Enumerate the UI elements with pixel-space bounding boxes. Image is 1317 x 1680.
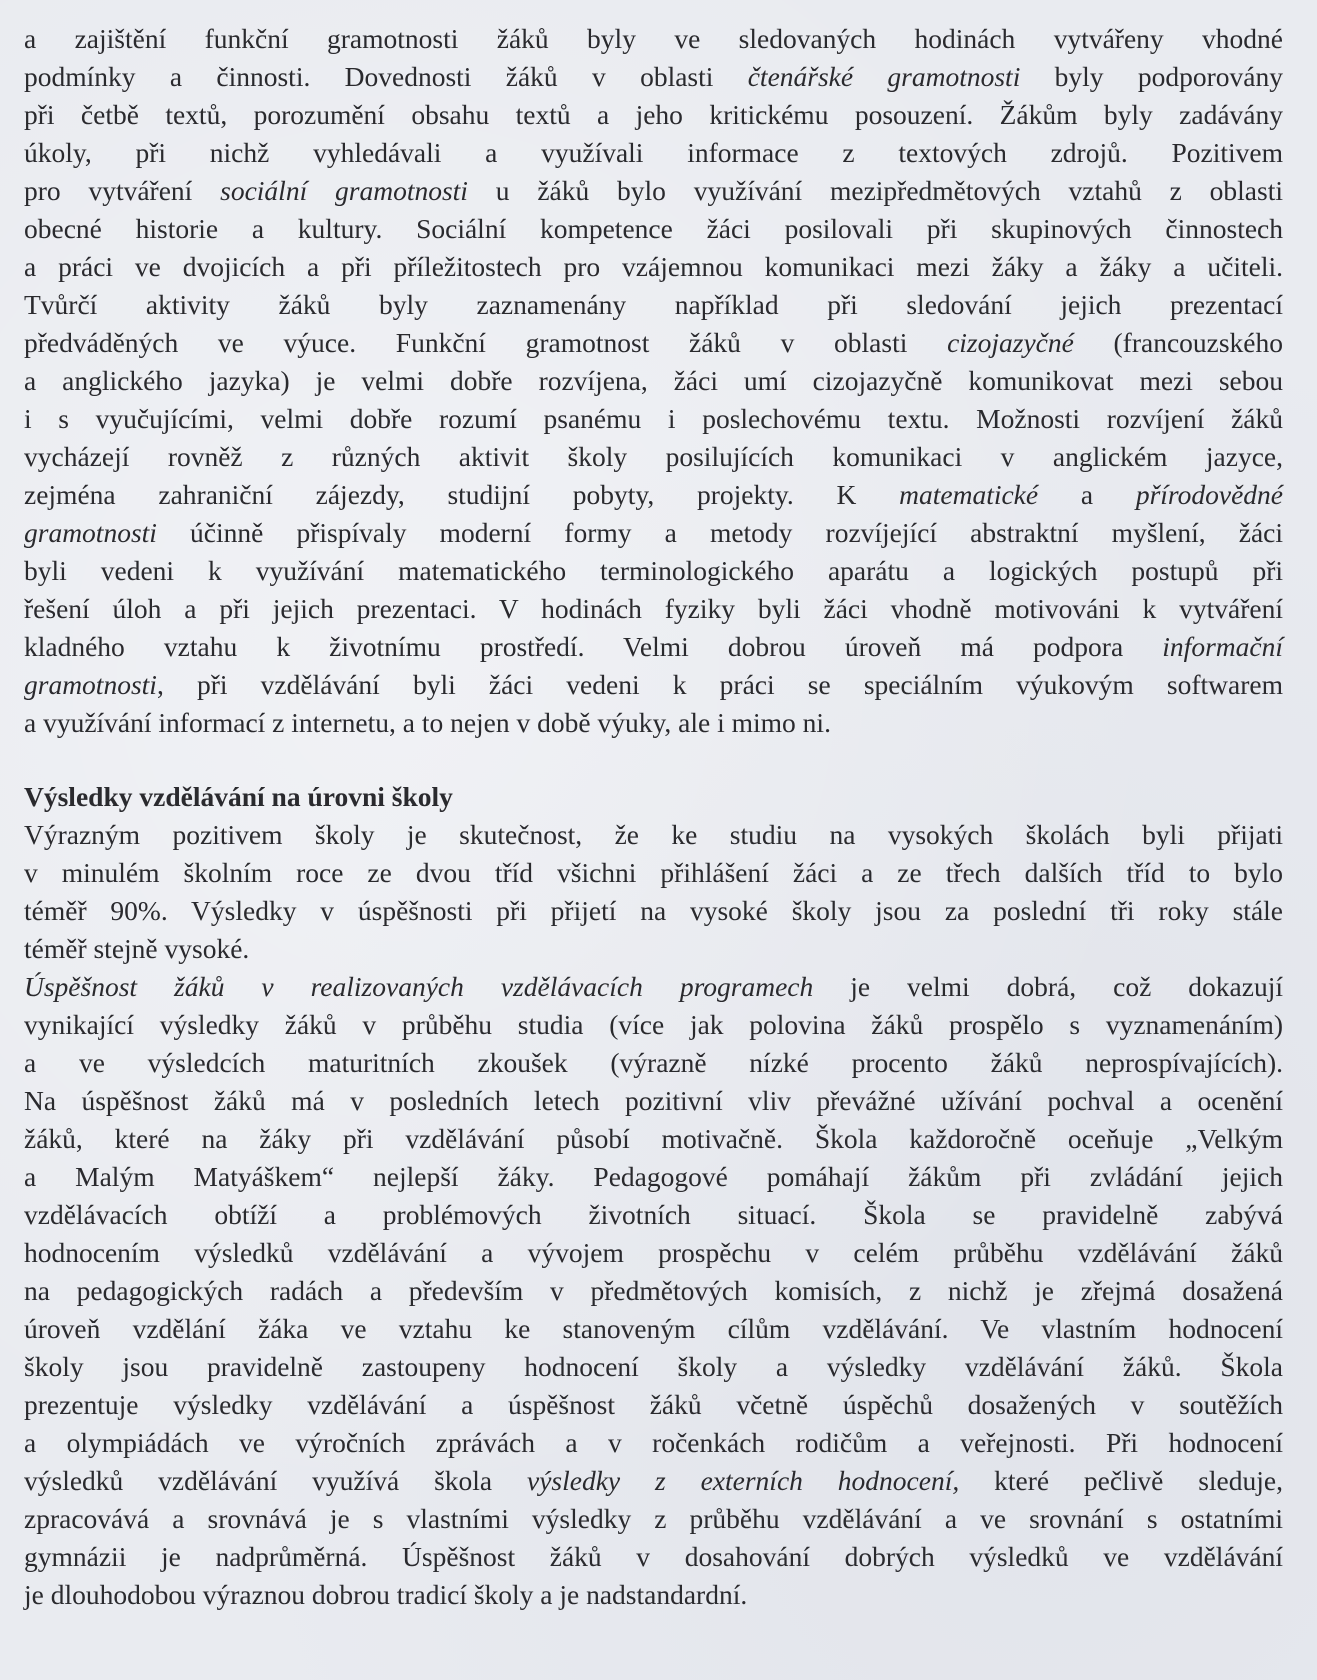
text-run: v minulém školním roce ze dvou tříd všichni přihlášení žáci a ze třech dalších tříd to bylo [24, 857, 1283, 888]
paragraph-university-admissions [24, 816, 1283, 968]
text-run: žáků, které na žáky při vzdělávání působí motivačně. Škola každoročně oceňuje „Velkým [24, 1123, 1283, 1154]
text-run: které pečlivě sleduje, [959, 1465, 1283, 1496]
text-run: zejména zahraniční zájezdy, studijní pobyty, projekty. K [24, 479, 900, 510]
text-line [24, 1082, 1283, 1120]
text-line [24, 514, 1283, 552]
text-line [24, 552, 1283, 590]
text-run: úkoly, při nichž vyhledávali a využívali informace z textových zdrojů. Pozitivem [24, 137, 1283, 168]
text-run: předváděných ve výuce. Funkční gramotnost žáků v oblasti [24, 327, 948, 358]
text-line [24, 1044, 1283, 1082]
text-line [24, 1462, 1283, 1500]
text-line [24, 1348, 1283, 1386]
text-line [24, 666, 1283, 704]
italic-term: přírodovědné [1135, 479, 1283, 510]
text-run: řešení úloh a při jejich prezentaci. V hodinách fyziky byli žáci vhodně motivováni k vytváření [24, 593, 1283, 624]
text-run: pro vytváření [24, 175, 221, 206]
italic-term: gramotnosti [24, 669, 157, 700]
text-line [24, 476, 1283, 514]
text-line [24, 590, 1283, 628]
italic-term: výsledky z externích hodnocení, [527, 1465, 960, 1496]
text-line [24, 210, 1283, 248]
italic-term: informační [1162, 631, 1283, 662]
text-run: zpracovává a srovnává je s vlastními výsledky z průběhu vzdělávání a ve srovnání s ostatními [24, 1503, 1283, 1534]
text-line [24, 816, 1283, 854]
text-line [24, 286, 1283, 324]
text-line [24, 930, 1283, 968]
italic-term: Úspěšnost žáků v realizovaných vzdělávacích programech [24, 971, 814, 1002]
text-line [24, 968, 1283, 1006]
text-line [24, 1120, 1283, 1158]
italic-term: sociální gramotnosti [220, 175, 468, 206]
text-run: prezentuje výsledky vzdělávání a úspěšnost žáků včetně úspěchů dosažených v soutěžích [24, 1389, 1283, 1420]
text-line [24, 1158, 1283, 1196]
text-run: účinně přispívaly moderní formy a metody rozvíjející abstraktní myšlení, žáci [156, 517, 1283, 548]
text-run: téměř stejně vysoké. [24, 933, 250, 964]
text-run: při četbě textů, porozumění obsahu textů a jeho kritickému posouzení. Žákům byly zadávány [24, 99, 1283, 130]
text-line [24, 1006, 1283, 1044]
text-line [24, 362, 1283, 400]
text-run: a využívání informací z internetu, a to nejen v době výuky, ale i mimo ni. [24, 707, 831, 738]
text-line [24, 324, 1283, 362]
text-run: a olympiádách ve výročních zprávách a v ročenkách rodičům a veřejnosti. Při hodnocení [24, 1427, 1283, 1458]
paragraph-literacy [24, 20, 1283, 742]
text-run: obecné historie a kultury. Sociální kompetence žáci posilovali při skupinových činnostech [24, 213, 1283, 244]
text-run: vycházejí rovněž z různých aktivit školy posilujících komunikaci v anglickém jazyce, [24, 441, 1283, 472]
text-line [24, 628, 1283, 666]
italic-term: čtenářské gramotnosti [747, 61, 1021, 92]
text-run: Tvůrčí aktivity žáků byly zaznamenány například při sledování jejich prezentací [24, 289, 1283, 320]
text-line [24, 96, 1283, 134]
text-run: školy jsou pravidelně zastoupeny hodnocení školy a výsledky vzdělávání žáků. Škola [24, 1351, 1283, 1382]
text-run: na pedagogických radách a především v předmětových komisích, z nichž je zřejmá dosažená [24, 1275, 1283, 1306]
text-line [24, 58, 1283, 96]
text-run: téměř 90%. Výsledky v úspěšnosti při přijetí na vysoké školy jsou za poslední tři roky stále [24, 895, 1283, 926]
text-line [24, 892, 1283, 930]
text-run: a práci ve dvojicích a při příležitostech pro vzájemnou komunikaci mezi žáky a žáky a učiteli. [24, 251, 1283, 282]
text-line [24, 20, 1283, 58]
text-run: u žáků bylo využívání mezipředmětových vztahů z oblasti [467, 175, 1283, 206]
text-line [24, 438, 1283, 476]
text-line [24, 704, 1283, 742]
italic-term: gramotnosti [24, 517, 157, 548]
italic-term: cizojazyčné [947, 327, 1074, 358]
text-run: a Malým Matyáškem“ nejlepší žáky. Pedagogové pomáhají žákům při zvládání jejich [24, 1161, 1283, 1192]
text-line [24, 1424, 1283, 1462]
text-line [24, 854, 1283, 892]
text-run: Výrazným pozitivem školy je skutečnost, že ke studiu na vysokých školách byli přijati [24, 819, 1283, 850]
text-run: (francouzského [1073, 327, 1284, 358]
text-run: kladného vztahu k životnímu prostředí. Velmi dobrou úroveň má podpora [24, 631, 1163, 662]
text-line [24, 172, 1283, 210]
paragraph-student-success [24, 968, 1283, 1614]
italic-term: matematické [899, 479, 1039, 510]
text-run: úroveň vzdělání žáka ve vztahu ke stanoveným cílům vzdělávání. Ve vlastním hodnocení [24, 1313, 1283, 1344]
text-run: vynikající výsledky žáků v průběhu studia (více jak polovina žáků prospělo s vyznamenáním) [24, 1009, 1283, 1040]
text-line [24, 1272, 1283, 1310]
text-run: výsledků vzdělávání využívá škola [24, 1465, 528, 1496]
text-run: hodnocením výsledků vzdělávání a vývojem prospěchu v celém průběhu vzdělávání žáků [24, 1237, 1283, 1268]
text-run: a [1038, 479, 1136, 510]
text-run: byli vedeni k využívání matematického terminologického aparátu a logických postupů při [24, 555, 1283, 586]
text-run: , při vzdělávání byli žáci vedeni k práci se speciálním výukovým softwarem [156, 669, 1283, 700]
text-run: a zajištění funkční gramotnosti žáků byly ve sledovaných hodinách vytvářeny vhodné [24, 23, 1283, 54]
text-run: a anglického jazyka) je velmi dobře rozvíjena, žáci umí cizojazyčně komunikovat mezi sebou [24, 365, 1283, 396]
text-run: podmínky a činnosti. Dovednosti žáků v oblasti [24, 61, 748, 92]
text-run: vzdělávacích obtíží a problémových životních situací. Škola se pravidelně zabývá [24, 1199, 1283, 1230]
text-run: byly podporovány [1020, 61, 1283, 92]
text-run: Na úspěšnost žáků má v posledních letech pozitivní vliv převážné užívání pochval a ocenění [24, 1085, 1283, 1116]
text-line [24, 1386, 1283, 1424]
text-run: je velmi dobrá, což dokazují [813, 971, 1283, 1002]
text-line [24, 1234, 1283, 1272]
text-line [24, 134, 1283, 172]
text-line [24, 1196, 1283, 1234]
text-line [24, 1310, 1283, 1348]
text-line [24, 248, 1283, 286]
section-heading: Výsledky vzdělávání na úrovni školy [24, 781, 453, 812]
text-run: a ve výsledcích maturitních zkoušek (výrazně nízké procento žáků neprospívajících). [24, 1047, 1283, 1078]
text-run: i s vyučujícími, velmi dobře rozumí psanému i poslechovému textu. Možnosti rozvíjení žáků [24, 403, 1283, 434]
text-line [24, 1538, 1283, 1576]
text-line [24, 1500, 1283, 1538]
document-page [24, 20, 1283, 1614]
paragraph-spacer [24, 742, 1283, 778]
text-run: je dlouhodobou výraznou dobrou tradicí školy a je nadstandardní. [24, 1579, 748, 1610]
text-run: gymnázii je nadprůměrná. Úspěšnost žáků v dosahování dobrých výsledků ve vzdělávání [24, 1541, 1283, 1572]
text-line [24, 1576, 1283, 1614]
text-line [24, 400, 1283, 438]
